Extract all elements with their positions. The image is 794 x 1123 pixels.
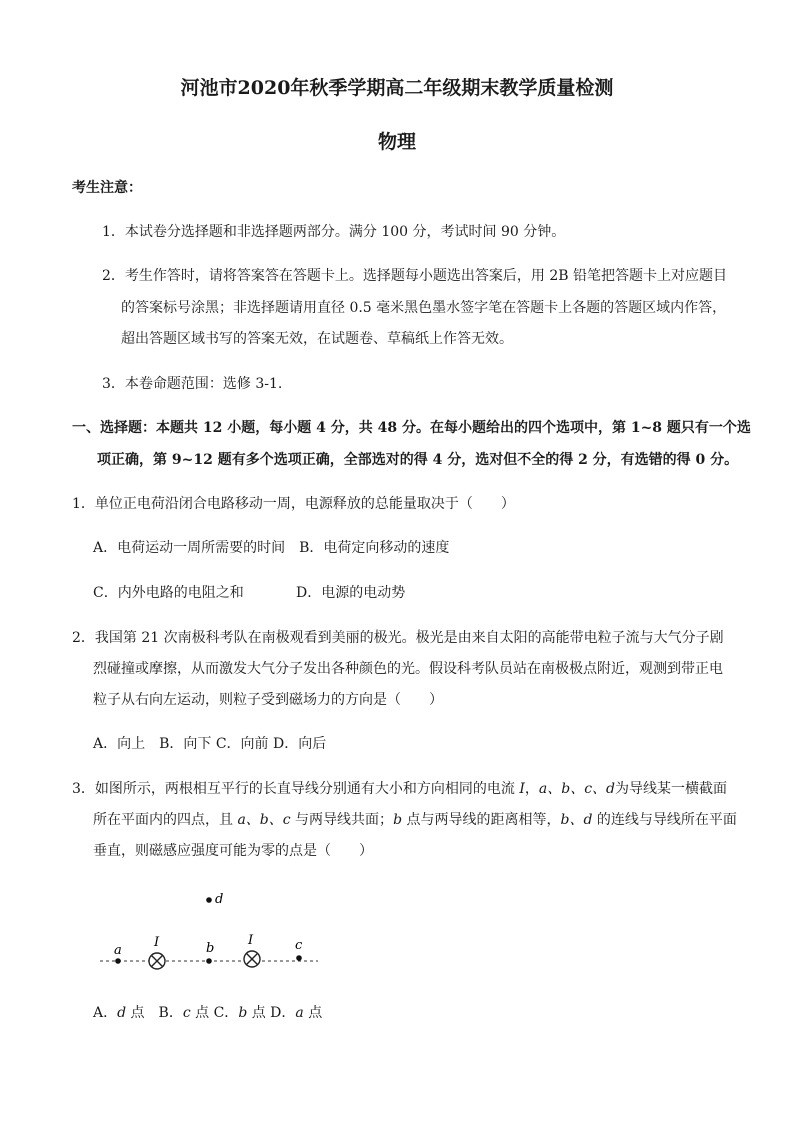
figure-label-wire-1-current: I	[154, 935, 160, 950]
question-3-line-1: 3．如图所示，两根相互平行的长直导线分别通有大小和方向相同的电流 I，a、b、c、d为导线某一横截面	[72, 781, 728, 797]
figure-label-d: d	[215, 892, 224, 907]
figure-point-d-dot	[206, 897, 212, 903]
question-1-option-d: D．电源的电动势	[296, 585, 406, 601]
notice-item-2-line-1: 2．考生作答时，请将答案答在答题卡上。选择题每小题选出答案后，用 2B 铅笔把答题卡上对应题目	[102, 268, 728, 284]
figure-point-c-dot	[296, 955, 302, 961]
question-3-figure	[90, 880, 330, 980]
figure-label-c: c	[295, 938, 303, 953]
question-1-stem: 1．单位正电荷沿闭合电路移动一周，电源释放的总能量取决于（ ）	[72, 496, 515, 512]
figure-point-a-dot	[115, 958, 121, 964]
figure-label-a: a	[114, 943, 122, 958]
question-2-line-2: 烈碰撞或摩擦，从而激发大气分子发出各种颜色的光。假设科考队员站在南极极点附近，观测到带正电	[93, 661, 723, 677]
question-1-options-ab: A．电荷运动一周所需要的时间 B．电荷定向移动的速度	[93, 540, 450, 556]
question-3-options: A．d 点 B．c 点 C．b 点 D．a 点	[93, 1005, 323, 1021]
question-3-line-3: 垂直，则磁感应强度可能为零的点是（ ）	[93, 843, 373, 859]
notice-item-2-line-3: 超出答题区域书写的答案无效，在试题卷、草稿纸上作答无效。	[121, 331, 513, 347]
question-3-line-2: 所在平面内的四点，且 a、b、c 与两导线共面；b 点与两导线的距离相等，b、d 的连线与导线所在平面	[93, 812, 737, 828]
question-2-line-1: 2．我国第 21 次南极科考队在南极观看到美丽的极光。极光是由来自太阳的高能带电粒子流与大气分子剧	[72, 630, 724, 646]
section-1-heading-line-1: 一、选择题：本题共 12 小题，每小题 4 分，共 48 分。在每小题给出的四个选项中，第 1~8 题只有一个选	[72, 420, 751, 436]
subject-title: 物理	[377, 131, 416, 153]
figure-label-wire-2-current: I	[248, 933, 254, 948]
figure-label-b: b	[206, 941, 215, 956]
notice-item-2-line-2: 的答案标号涂黑；非选择题请用直径 0.5 毫米黑色墨水签字笔在答题卡上各题的答题区域内作答，	[121, 300, 727, 316]
notice-heading: 考生注意：	[72, 180, 142, 196]
question-2-line-3: 粒子从右向左运动，则粒子受到磁场力的方向是（ ）	[93, 692, 443, 708]
notice-item-3: 3．本卷命题范围：选修 3-1.	[102, 376, 283, 392]
section-1-heading-line-2: 项正确，第 9~12 题有多个选项正确，全部选对的得 4 分，选对但不全的得 2 分，有选错的得 0 分。	[97, 452, 739, 468]
exam-title: 河池市2020年秋季学期高二年级期末教学质量检测	[180, 77, 614, 99]
notice-item-1: 1．本试卷分选择题和非选择题两部分。满分 100 分，考试时间 90 分钟。	[102, 224, 566, 240]
question-2-options: A．向上 B．向下 C．向前 D．向后	[93, 736, 327, 752]
question-1-option-c: C．内外电路的电阻之和	[93, 585, 244, 601]
figure-point-b-dot	[206, 958, 212, 964]
